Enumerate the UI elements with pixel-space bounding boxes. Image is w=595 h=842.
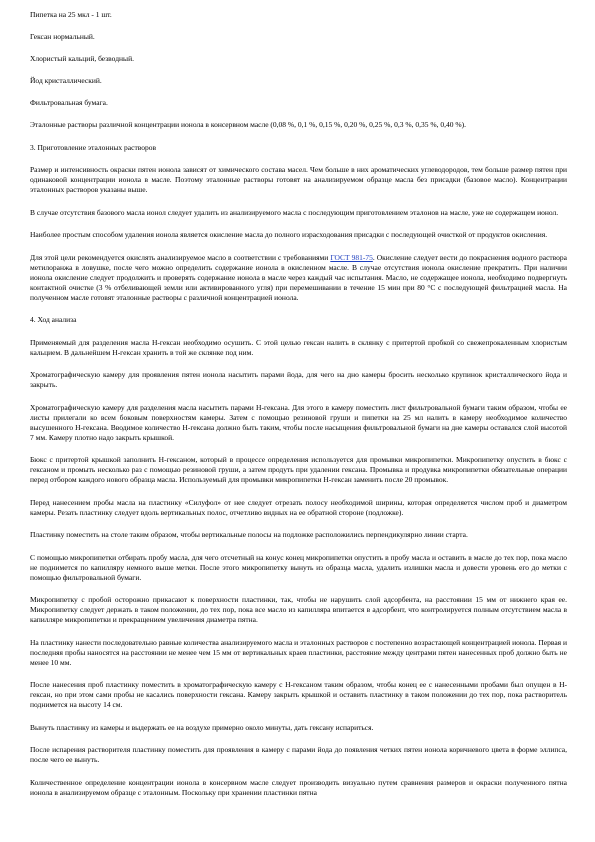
paragraph-iodine: Йод кристаллический.: [30, 76, 102, 85]
paragraph-drying: Вынуть пластинку из камеры и выдержать ее на воздухе примерно около минуты, дать гексану испариться.: [30, 722, 374, 732]
paragraph-filter-paper: Фильтровальная бумага.: [30, 98, 108, 107]
paragraph-oxidation-before: Для этой цели рекомендуется окислять анализируемое масло в соответствии с требованиями: [30, 252, 331, 262]
paragraph-quantification: Количественное определение концентрации ионола в консервном масле следует производить визуально путем сравнения размеров и окраски полученного пятна ионола в анализируемом образце с эталонным. Поскольку при хранении пластинки пятна: [30, 777, 567, 797]
paragraph-stain-size: Размер и интенсивность окраски пятен ионола зависят от химического состава масел. Чем больше в них ароматических углеводородов, тем больше размер пятен при одинаковой концентрации ионола в масле. Поэтому эталонные растворы готовят на анализируемом образце масла без присадки (базовое масло). Концентрации эталонных растворов указаны выше.: [30, 165, 567, 194]
section-heading-preparation: 3. Приготовление эталонных растворов: [30, 142, 157, 152]
section-heading-analysis: 4. Ход анализа: [30, 315, 77, 324]
paragraph-dry-hexane: Применяемый для разделения масла Н-гексан необходимо осушить. С этой целью гексан налить в склянку с притертой пробкой со свежепрокаленным хлористым кальцием. В дальнейшем Н-гексан хранить в той же склянке под ним.: [30, 337, 567, 357]
paragraph-plate-cutting: Перед нанесением пробы масла на пластинку «Силуфол» от нее следует отрезать полосу необходимой ширины, которая определяется числом проб и диаметром камеры. Резать пластинку следует вдоль вертикальных полос, отчетливо видных на ее обратной стороне (подложке).: [30, 497, 567, 517]
paragraph-sample-application: Микропипетку с пробой осторожно прикасают к поверхности пластинки, так, чтобы не нарушить слой адсорбента, на расстоянии 15 мм от нижнего края ее. Микропипетку следует держать в таком положении, до тех пор, пока все масло из капилляра впитается в адсорбент, что контролируется полным отсутствием масла в капилляре микропипетки и прекращением увеличения диаметра пятна.: [30, 595, 567, 624]
paragraph-oxidation-procedure: [30, 253, 567, 303]
paragraph-oxidation-after: . Окисление следует вести до покраснения водного раствора метилоранжа в ловушке, после чего можно определить содержание ионола в окисленном масле. В случае отсутствия ионола окисление прекратить. При наличии ионола окисление следует продолжить и проверять содержание ионола в масле через каждый час испытания. Масло, не содержащее ионола, необходимо подвергнуть контактной очистке (3 % отбеливающей земли или активированного угля) при перемешивании в течение 15 мин при 80 °С с последующей фильтрацией масла. На полученном масле готовят эталонные растворы с различной концентрацией ионола.: [30, 252, 567, 302]
gost-link[interactable]: ГОСТ 981-75: [330, 252, 373, 262]
paragraph-plate-position: Пластинку поместить на столе таким образом, чтобы вертикальные полосы на подложке расположились перпендикулярно линии старта.: [30, 530, 468, 539]
paragraph-hexane-chamber: Хроматографическую камеру для разделения масла насытить парами Н-гексана. Для этого в камеру поместить лист фильтровальной бумаги таким образом, чтобы ее листы прилегали ко всем боковым поверхностям камеры. Затем с помощью резиновой груши и пипетки на 25 мл налить в камеру необходимое количество высушенного Н-гексана. Вводимое количество Н-гексана должно быть таким, чтобы после насыщения фильтровальной бумаги на дне камеры оставался слой высотой 7 мм. Камеру плотно надо закрыть крышкой.: [30, 402, 567, 442]
paragraph-iodine-visualization: После испарения растворителя пластинку поместить для проявления в камеру с парами йода до появления четких пятен ионола коричневого цвета в форме эллипса, после чего ее вынуть.: [30, 745, 567, 764]
paragraph-pipette: Пипетка на 25 мкл - 1 шт.: [30, 10, 112, 19]
paragraph-calcium-chloride: Хлористый кальций, безводный.: [30, 54, 134, 63]
paragraph-development: После нанесения проб пластинку поместить в хроматографическую камеру с Н-гексаном таким образом, чтобы конец ее с нанесенными пробами был опущен в Н-гексан, но при этом сами пробы не касались поверхности гексана. Камеру закрыть крышкой и оставить пластинку в таком положении до тех пор, пока растворитель поднимется на высоту 14 см.: [30, 680, 567, 709]
paragraph-hexane: Гексан нормальный.: [30, 32, 95, 41]
paragraph-iodine-chamber: Хроматографическую камеру для проявления пятен ионола насытить парами йода, для чего на дно камеры бросить несколько крупинок кристаллического йода и закрыть.: [30, 370, 567, 389]
paragraph-no-base-oil: В случае отсутствия базового масла ионол следует удалить из анализируемого масла с последующим приготовлением эталонов на масле, уже не содержащем ионол.: [30, 207, 559, 217]
paragraph-sample-spacing: На пластинку нанести последовательно равные количества анализируемого масла и эталонных растворов с постепенно возрастающей концентрацией ионола. Первая и последняя пробы наносятся на расстоянии не менее чем 15 мм от вертикальных краев пластинки, расстояние между центрами пятен нанесенных проб должно быть не менее 10 мм.: [30, 637, 567, 667]
paragraph-oxidation-method: Наиболее простым способом удаления ионола является окисление масла до полного израсходования присадки с последующей очисткой от продуктов окисления.: [30, 230, 548, 239]
paragraph-micropipette-wash: Бюкс с притертой крышкой заполнить Н-гексаном, который в процессе определения используется для промывки микропипетки. Микропипетку опустить в бюкс с гексаном и промыть несколько раз с помощью резиновой груши, а затем продуть при удалении гексана. Промывка и продувка микропипетки обязательные операции перед отбором каждого нового образца масла. Используемый для промывки микропипетки Н-гексан заменить после 20 промывок.: [30, 455, 567, 484]
paragraph-sample-taking: С помощью микропипетки отбирать пробу масла, для чего отсчетный на конус конец микропипетки опустить в пробу масла и оставить в масле до тех пор, пока масло не поднимется по капилляру немного выше метки. После этого микропипетку вынуть из образца масла, удалить излишки масла и довести уровень его до метки с помощью фильтровальной бумаги.: [30, 552, 567, 582]
paragraph-standard-solutions: Эталонные растворы различной концентрации ионола в консервном масле (0,08 %, 0,1 %, 0,15 %, 0,20 %, 0,25 %, 0,3 %, 0,35 %, 0,40 %).: [30, 120, 467, 129]
